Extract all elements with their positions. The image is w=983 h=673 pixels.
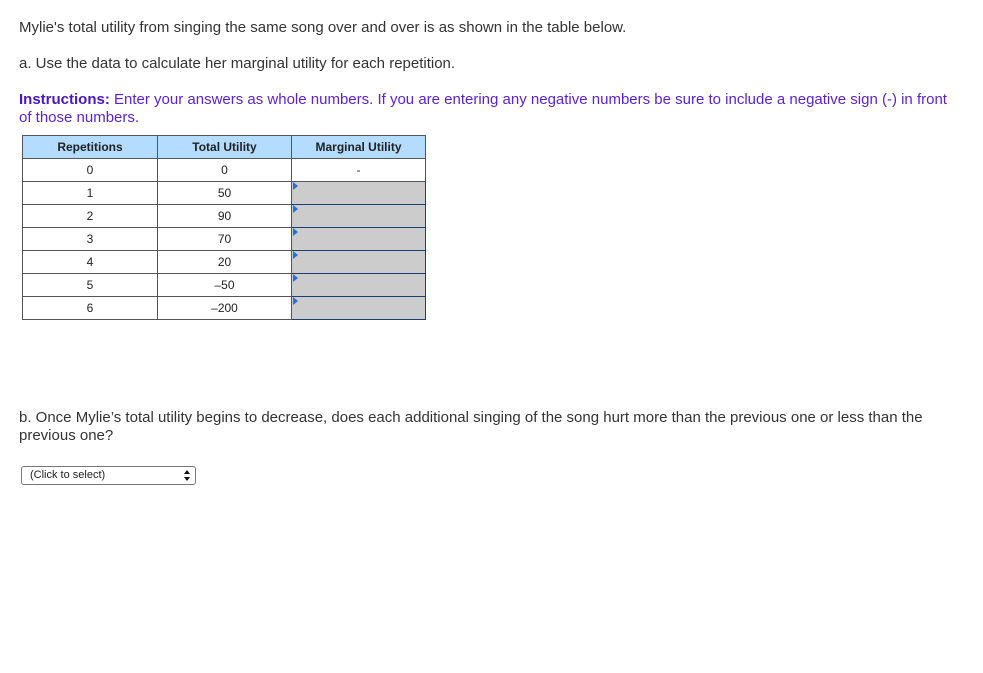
- input-marker-icon: [293, 274, 298, 282]
- up-down-arrows-icon: [184, 470, 190, 481]
- part-b-prompt: b. Once Mylie’s total utility begins to decrease, does each additional singing of the song hurt more than the previous one or less than the previous one?: [19, 409, 923, 444]
- marginal-utility-input-cell: [292, 182, 426, 205]
- instructions: [19, 91, 959, 127]
- table-row: [23, 251, 426, 274]
- table-row: [23, 274, 426, 297]
- header-repetitions: Repetitions: [23, 136, 158, 159]
- marginal-utility-input[interactable]: [292, 182, 425, 204]
- marginal-utility-input-cell: [292, 297, 426, 320]
- table-header-row: [23, 136, 426, 159]
- instructions-text: Enter your answers as whole numbers. If you are entering any negative numbers be sure to include a negative sign (-) in front of those numbers.: [19, 91, 947, 126]
- total-utility-cell: 20: [158, 251, 292, 274]
- marginal-utility-input[interactable]: [292, 274, 425, 296]
- input-marker-icon: [293, 182, 298, 190]
- marginal-utility-input-cell: [292, 251, 426, 274]
- total-utility-cell: –200: [158, 297, 292, 320]
- marginal-utility-input-cell: [292, 205, 426, 228]
- table-row: [23, 182, 426, 205]
- intro-text: Mylie's total utility from singing the same song over and over is as shown in the table below.: [19, 19, 627, 36]
- header-marginal-utility: Marginal Utility: [292, 136, 426, 159]
- total-utility-cell: –50: [158, 274, 292, 297]
- input-marker-icon: [293, 297, 298, 305]
- repetitions-cell: 1: [23, 182, 158, 205]
- marginal-utility-input[interactable]: [292, 205, 425, 227]
- repetitions-cell: 0: [23, 159, 158, 182]
- repetitions-cell: 3: [23, 228, 158, 251]
- marginal-utility-input-cell: [292, 228, 426, 251]
- repetitions-cell: 6: [23, 297, 158, 320]
- repetitions-cell: 4: [23, 251, 158, 274]
- answer-dropdown[interactable]: [21, 466, 196, 485]
- table-row: [23, 205, 426, 228]
- marginal-utility-cell: -: [292, 159, 426, 182]
- total-utility-cell: 70: [158, 228, 292, 251]
- marginal-utility-input[interactable]: [292, 297, 425, 319]
- repetitions-cell: 5: [23, 274, 158, 297]
- input-marker-icon: [293, 228, 298, 236]
- repetitions-cell: 2: [23, 205, 158, 228]
- total-utility-cell: 50: [158, 182, 292, 205]
- input-marker-icon: [293, 205, 298, 213]
- marginal-utility-input[interactable]: [292, 228, 425, 250]
- dropdown-selected-label: (Click to select): [30, 469, 106, 481]
- total-utility-cell: 0: [158, 159, 292, 182]
- marginal-utility-input-cell: [292, 274, 426, 297]
- marginal-utility-input[interactable]: [292, 251, 425, 273]
- instructions-lead: Instructions:: [19, 91, 110, 108]
- table-row: [23, 228, 426, 251]
- table-row: [23, 159, 426, 182]
- total-utility-cell: 90: [158, 205, 292, 228]
- header-total-utility: Total Utility: [158, 136, 292, 159]
- input-marker-icon: [293, 251, 298, 259]
- utility-table: [22, 135, 426, 320]
- table-row: [23, 297, 426, 320]
- part-a-prompt: a. Use the data to calculate her marginal utility for each repetition.: [19, 55, 456, 72]
